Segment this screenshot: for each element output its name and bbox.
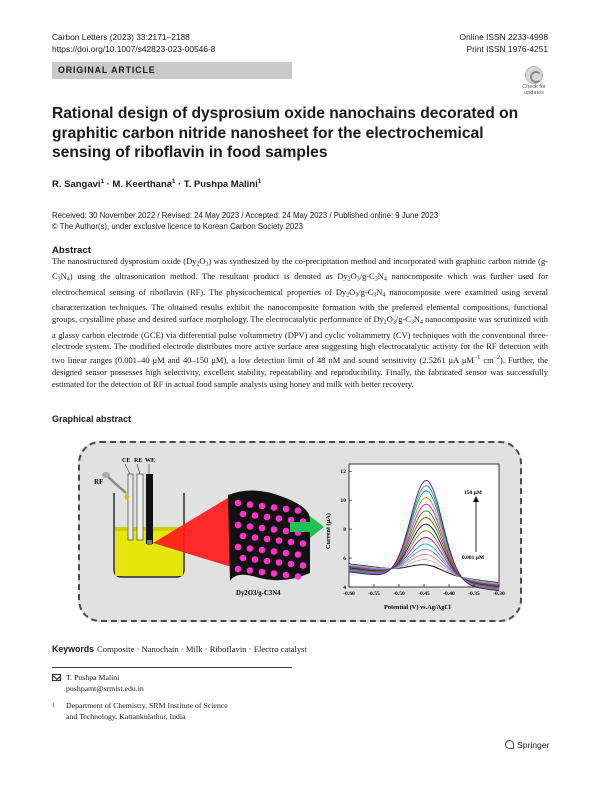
online-issn: Online ISSN 2233-4998: [459, 32, 548, 42]
nanochain-particle: [288, 561, 295, 568]
nanochain-particle: [295, 507, 302, 514]
nanochain-particle: [271, 526, 278, 533]
nanochain-particle: [283, 550, 290, 557]
dpv-plot: [325, 464, 505, 611]
springer-horse-icon: [505, 740, 514, 749]
footnote-rule: [52, 667, 292, 668]
nanochain-particle: [259, 547, 266, 554]
issn-block: [460, 31, 548, 55]
nanochain-particle: [271, 570, 278, 577]
re-label: RE: [134, 458, 143, 464]
author-name[interactable]: R. Sangavi: [52, 179, 101, 191]
nanochain-particle: [235, 500, 242, 507]
nanochain-particle: [252, 512, 259, 519]
x-tick-label: -0.40: [443, 591, 455, 597]
keyword: Riboflavin: [209, 644, 247, 654]
nanochain-particle: [235, 522, 242, 529]
reference-electrode: [137, 474, 143, 540]
x-tick-label: -0.45: [418, 591, 430, 597]
keyword: Electro catalyst: [253, 644, 307, 654]
y-tick-label: 10: [340, 498, 346, 505]
nanochain-particle: [252, 556, 259, 563]
journal-header: [52, 31, 215, 55]
nanochain-particle: [288, 539, 295, 546]
nanochain-particle: [271, 504, 278, 511]
x-tick-label: -0.60: [343, 591, 355, 597]
nanochain-particle: [235, 566, 242, 573]
doi-link[interactable]: https://doi.org/10.1007/s42823-023-00546-8: [52, 44, 216, 54]
check-for-updates-badge[interactable]: [519, 66, 549, 98]
x-tick-label: -0.50: [393, 591, 405, 597]
nanochain-particle: [264, 558, 271, 565]
check-updates-label: Check for updates: [522, 84, 546, 96]
x-tick-label: -0.30: [493, 591, 505, 597]
author-list: R. Sangavi$^1$ · M. Keerthana$^1$ · T. Pushpa Malini$^1$: [52, 179, 262, 191]
material-label: Dy2O3/g-C3N4: [236, 590, 281, 597]
nanochain-particle: [264, 514, 271, 521]
article-type-bar: [52, 62, 292, 79]
nanochain-particle: [240, 511, 247, 518]
journal-citation: Carbon Letters (2023) 33:2171–2188: [52, 32, 190, 42]
article-title: Rational design of dysprosium oxide nanochains decorated on graphitic carbon nitride nanosheet for the electrochemical sensing of riboflavin in food samples: [52, 105, 519, 161]
publisher-logo: [505, 740, 549, 750]
affiliation-number: 1: [52, 703, 55, 709]
corresponding-email[interactable]: pushpamt@srmist.edu.in: [66, 683, 144, 693]
rf-label: RF: [94, 478, 104, 486]
y-tick-label: 12: [340, 469, 346, 476]
nanochain-particle: [283, 572, 290, 579]
y-tick-label: 4: [343, 585, 346, 591]
nanochain-particle: [247, 523, 254, 530]
dates-line: Received: 30 November 2022 / Revised: 24 May 2023 / Accepted: 24 May 2023 / Published online: 9 June 2023: [52, 211, 439, 220]
print-issn: Print ISSN 1976-4251: [466, 44, 548, 54]
nanochain-particle: [300, 562, 307, 569]
working-electrode: [146, 474, 153, 544]
affiliation-line: and Technology, Kattankulathur, India: [66, 711, 186, 721]
keyword: Milk: [185, 644, 203, 654]
nanochain-particle: [259, 503, 266, 510]
nanochain-particle: [283, 528, 290, 535]
nanochain-particle: [240, 555, 247, 562]
nanochain-particle: [276, 537, 283, 544]
nanochain-particle: [259, 525, 266, 532]
y-axis-label: Current (μA): [325, 513, 332, 549]
nanochain-particle: [247, 501, 254, 508]
keyword: Composite: [97, 644, 135, 654]
publication-history: [52, 210, 438, 232]
dropper-icon: [102, 472, 129, 500]
ce-label: CE: [122, 458, 131, 464]
nanochain-particle: [295, 551, 302, 558]
nanochain-particle: [247, 567, 254, 574]
check-updates-icon: [525, 66, 543, 84]
we-label: WE: [145, 458, 156, 464]
nanochain-particle: [240, 533, 247, 540]
y-tick-label: 8: [343, 527, 346, 534]
author-name[interactable]: T. Pushpa Malini: [183, 179, 258, 191]
nanochain-particle: [276, 559, 283, 566]
nanochain-particle: [283, 506, 290, 513]
nanochain-particle: [235, 544, 242, 551]
graphical-abstract-figure: [78, 441, 522, 622]
y-tick-label: 6: [343, 556, 346, 563]
annot-top: 150 μM: [464, 490, 482, 496]
abstract-heading: Abstract: [52, 245, 91, 256]
article-type-label: ORIGINAL ARTICLE: [58, 65, 156, 75]
nanochain-particle: [247, 545, 254, 552]
graphical-abstract-heading: Graphical abstract: [52, 414, 132, 424]
copyright-line: © The Author(s), under exclusive licence to Korean Carbon Society 2023: [52, 222, 303, 231]
keyword: Nanochain: [141, 644, 179, 654]
x-tick-label: -0.35: [468, 591, 480, 597]
envelope-icon: [52, 674, 61, 681]
nanochain-particle: [259, 569, 266, 576]
nanochain-particle: [252, 534, 259, 541]
author-name[interactable]: M. Keerthana: [112, 179, 173, 191]
nanochain-particle: [264, 536, 271, 543]
x-axis-label: Potential (V) vs.Ag/AgCl: [384, 604, 451, 611]
counter-electrode: [128, 474, 133, 540]
annot-bottom: 0.001 μM: [462, 555, 485, 561]
x-tick-label: -0.55: [368, 591, 380, 597]
corresponding-author: T. Pushpa Malini: [66, 673, 120, 682]
nanochain-particle: [300, 540, 307, 547]
nanochain-particle: [271, 548, 278, 555]
nanochain-particle: [295, 573, 302, 580]
nanosheet-illustration: [228, 490, 310, 597]
abstract-body: The nanostructured dysprosium oxide $(Dy_2O_3)$ was synthesized by the co-precipitation method and incorporated with graphitic carbon nitride $(g-C_3N_4)$ using the ultrasonication method. The resultant product is denoted as $Dy_2O_3/g-C_3N_4$ nanocomposite which was further used for electrochemical sensing of riboflavin (RF). The physicochemical properties of $Dy_2O_3/g-C_3N_4$ nanocomposite were examined using several characterization techniques. The obtained results exhibit the nanocomposite formation with the preferred elemental compositions, functional groups, crystalline phase and desired surface morphology. The electrocatalytic performance of $Dy_2O_3/g-C_3N_4$ nanocomposite was scrutinized with a glassy carbon electrode (GCE) via differential pulse voltammetry (DPV) and cyclic voltammetry (CV) techniques with the conventional three-electrode system. The modified electrode distributes more active surface area suggesting high electrocatalytic activity for the RF detection with two linear ranges (0.001–40 μM and 40–150 μM), a low detection limit of 48 nM and sound sensitivity (2.5261 μA $\mu M^{-1}$ $cm^{-2}$). Further, the designed sensor possesses high selectivity, excellent stability, repeatability and reproducibility. Finally, the fabricated sensor was successfully estimated for the detection of RF in actual food sample analysis using honey and milk with better recovery.: [52, 256, 549, 389]
affiliation-line: Department of Chemistry, SRM Institute of Science: [66, 701, 228, 710]
publisher-name: Springer: [517, 740, 550, 750]
keywords-label: Keywords: [52, 644, 95, 654]
electrochemical-cell: [94, 458, 184, 577]
keywords-line: Keywords Composite · Nanochain · Milk · Riboflavin · Electro catalyst: [52, 644, 307, 654]
nanochain-particle: [276, 515, 283, 522]
